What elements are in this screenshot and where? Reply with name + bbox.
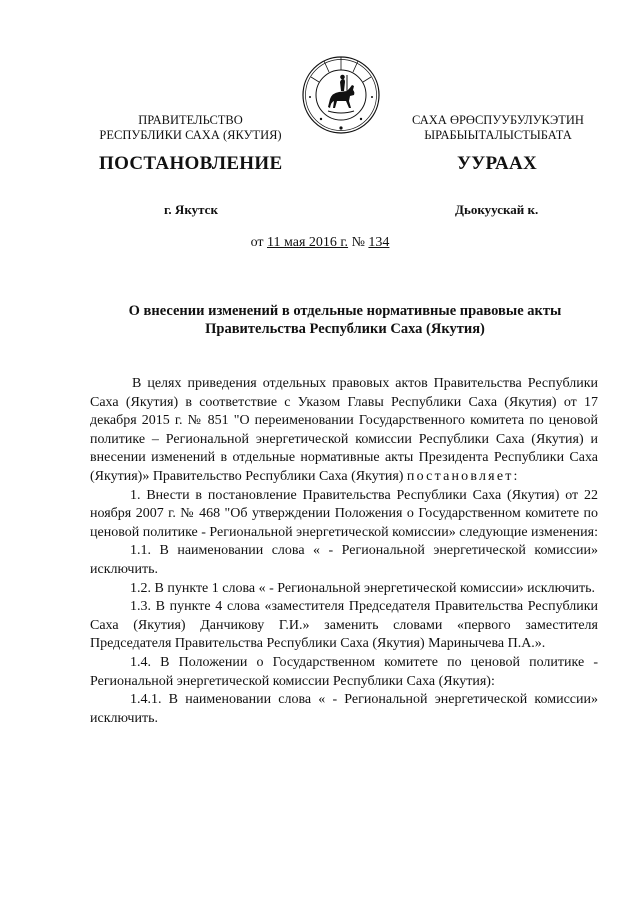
number-prefix: № [348,235,369,250]
org-left-line-1: ПРАВИТЕЛЬСТВО [138,113,243,127]
organization-name-russian [88,113,293,143]
paragraph-1-1: 1.1. В наименовании слова « - Региональной энергетической комиссии» исключить. [90,543,598,577]
intro-resolves-word: постановляет: [406,468,520,484]
coat-of-arms-emblem [301,55,381,135]
document-date: 11 мая 2016 г. [267,235,349,250]
paragraph-1: 1. Внести в постановление Правительства Республики Саха (Якутия) от 22 ноября 2007 г. № 468 "Об утверждении Положения о Государственном комитете по ценовой политике - Региональной энергетической комиссии» следующие изменения: [90,487,598,540]
city-yakut: Дьокуускай к. [455,202,539,217]
paragraph-1-3: 1.3. В пункте 4 слова «заместителя Председателя Правительства Республики Саха (Якутия) Данчикову Г.И.» заменить словами «первого заместителя Председателя Правительства Республики Саха (Якутия) Маринычева П.А.». [90,599,598,652]
organization-name-yakut [398,113,598,143]
paragraph-1-2: 1.2. В пункте 1 слова « - Региональной энергетической комиссии» исключить. [130,580,596,596]
document-title [90,302,600,338]
date-prefix: от [250,235,267,250]
intro-text: В целях приведения отдельных правовых актов Правительства Республики Саха (Якутия) в соответствие с Указом Главы Республики Саха (Якутия) от 17 декабря 2015 г. № 851 "О переименовании Государственного комитета по ценовой политике – Региональной энергетической комиссии Республики Саха (Якутия) и внесении изменений в отдельные нормативные акты Президента Республики Саха (Якутия)» Правительство Республики Саха (Якутия) [90,376,598,484]
document-date-number [0,235,640,251]
document-body [90,375,598,728]
title-line-2: Правительства Республики Саха (Якутия) [205,321,485,337]
title-line-1: О внесении изменений в отдельные нормативные правовые акты [128,303,562,319]
paragraph-1-4-1: 1.4.1. В наименовании слова « - Региональной энергетической комиссии» исключить. [90,692,598,726]
paragraph-1-4: 1.4. В Положении о Государственном комитете по ценовой политике - Региональной энергетической комиссии Республики Саха (Якутия): [90,654,598,689]
org-right-line-2: ЫРАБЫЫТАЛЫСТЫБАТА [424,128,572,142]
document-type-yakut: УУРААХ [457,153,538,174]
document-number: 134 [368,235,390,250]
paragraph-intro [90,375,598,487]
document-type-russian: ПОСТАНОВЛЕНИЕ [99,153,283,174]
org-right-line-1: САХА ӨРӨСПУУБУЛУКЭТИН [412,113,584,127]
org-left-line-2: РЕСПУБЛИКИ САХА (ЯКУТИЯ) [99,128,282,142]
city-russian: г. Якутск [164,202,218,217]
